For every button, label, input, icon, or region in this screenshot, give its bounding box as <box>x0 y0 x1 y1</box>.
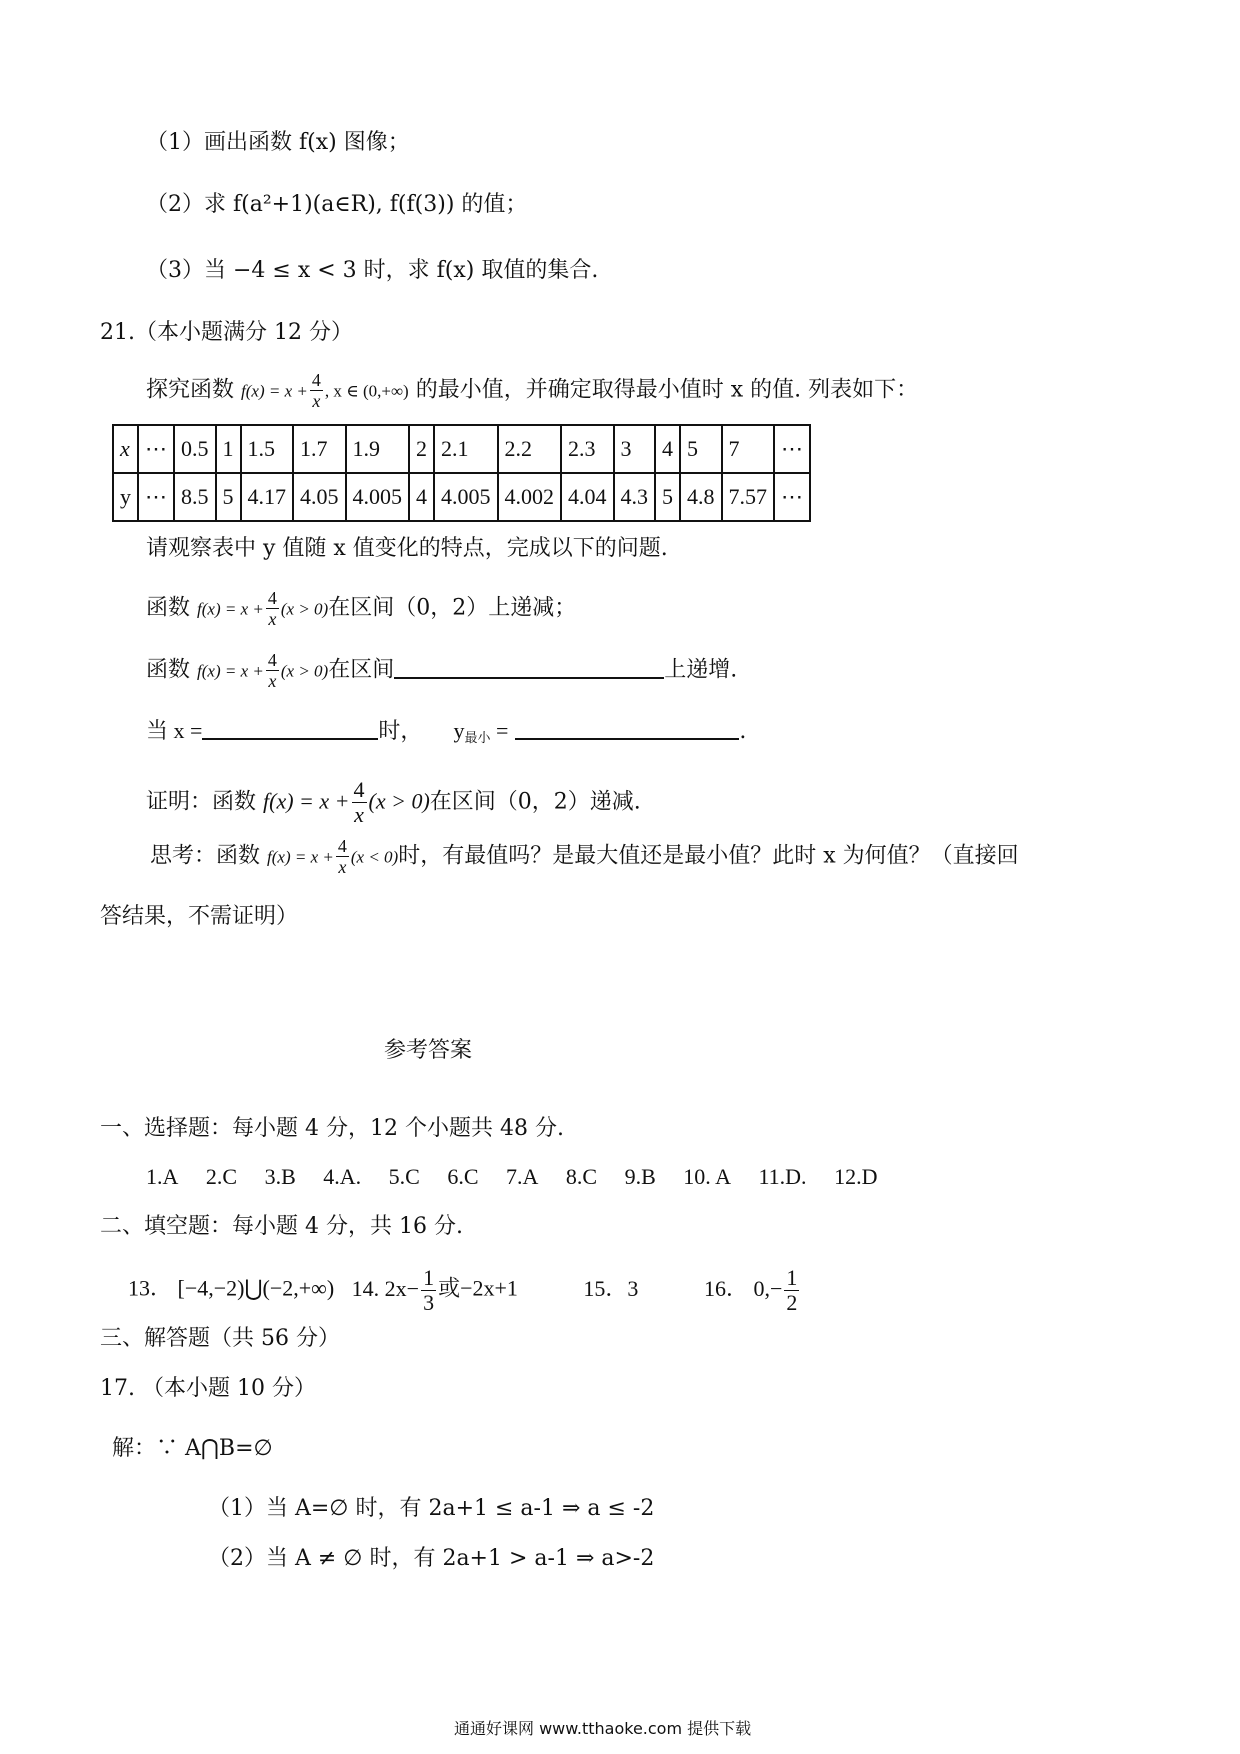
frac-num: 4 <box>337 836 347 856</box>
think-cont: 答结果，不需证明） <box>100 904 299 929</box>
q14-den: 3 <box>423 1290 435 1315</box>
q17-solution: 解：∵ A⋂B=∅ <box>112 1436 273 1461</box>
fill-answers <box>128 1266 801 1315</box>
table-cell: 0.5 <box>174 425 216 473</box>
inc-text-b: 上递增. <box>664 657 738 683</box>
frac-num: 4 <box>353 777 365 802</box>
ymin-y: y <box>453 718 465 743</box>
table-cell: y <box>113 473 138 521</box>
table-cell: 4 <box>409 473 434 521</box>
table-cell: 4.3 <box>614 473 656 521</box>
q14-a: 14. 2x− <box>351 1275 420 1301</box>
think-prefix: 思考：函数 <box>150 843 261 869</box>
table-cell: 5 <box>680 425 722 473</box>
dec-text: 在区间（0，2）上递减； <box>328 595 577 621</box>
table-cell: 1.9 <box>346 425 410 473</box>
table-cell: 2.2 <box>498 425 562 473</box>
table-cell: 4.005 <box>346 473 410 521</box>
frac-den: x <box>338 857 347 877</box>
table-cell: 2.3 <box>561 425 614 473</box>
frac-den: x <box>312 391 321 411</box>
func-cond: (x > 0) <box>368 788 430 814</box>
frac-num: 4 <box>267 650 277 670</box>
table-cell: 7.57 <box>722 473 775 521</box>
choice-answer: 7.A <box>506 1164 539 1189</box>
frac-den: x <box>268 671 277 691</box>
choice-answer: 4.A. <box>323 1164 362 1189</box>
q17-case2: （2）当 A ≠ ∅ 时，有 2a+1 > a-1 ⇒ a>-2 <box>208 1546 655 1571</box>
table-row-x <box>113 425 810 473</box>
ymin-eq: = <box>490 718 509 743</box>
y-min-blank[interactable] <box>515 716 739 740</box>
q21-intro <box>146 370 918 411</box>
func-cond: (x > 0) <box>280 599 329 619</box>
func-expr: f(x) = x + <box>197 599 264 619</box>
table-cell: 5 <box>216 473 241 521</box>
table-cell: 5 <box>655 473 680 521</box>
footer: 通通好课网 www.tthaoke.com 提供下载 <box>454 1719 752 1738</box>
when-b: 时， <box>378 719 423 744</box>
func-expr: f(x) = x + <box>267 847 334 867</box>
table-cell: ⋯ <box>774 473 810 521</box>
choice-answers <box>146 1162 899 1192</box>
choice-answer: 9.B <box>624 1164 656 1189</box>
intro-domain: , x ∈ (0,+∞) <box>324 381 409 401</box>
proof-prefix: 证明：函数 <box>146 789 257 815</box>
choice-answer: 5.C <box>388 1164 420 1189</box>
func-fraction <box>266 588 279 629</box>
table-cell: x <box>113 425 138 473</box>
table-cell: 4.17 <box>241 473 294 521</box>
table-row-y <box>113 473 810 521</box>
proof-line <box>146 778 641 827</box>
choice-answer: 8.C <box>565 1164 598 1189</box>
func-cond: (x < 0) <box>350 847 399 867</box>
frac-num: 4 <box>311 370 321 390</box>
table-cell: 2.1 <box>434 425 498 473</box>
q20-part3: （3）当 −4 ≤ x < 3 时，求 f(x) 取值的集合. <box>146 258 599 283</box>
q14-fraction <box>421 1266 436 1315</box>
q15-answer: 15．3 <box>583 1275 639 1301</box>
inc-line <box>146 650 737 691</box>
table-cell: 4.05 <box>293 473 346 521</box>
choice-answer: 6.C <box>447 1164 479 1189</box>
table-cell: 4.002 <box>498 473 562 521</box>
choice-answer: 1.A <box>146 1164 179 1189</box>
choice-answer: 11.D. <box>758 1164 807 1189</box>
x-value-blank[interactable] <box>202 716 378 740</box>
func-expr: f(x) = x + <box>197 661 264 681</box>
q14-b: 或−2x+1 <box>438 1275 518 1301</box>
table-cell: 8.5 <box>174 473 216 521</box>
q17-heading: 17. （本小题 10 分） <box>100 1376 316 1401</box>
q20-part2: （2）求 f(a²+1)(a∈R), f(f(3)) 的值； <box>146 192 528 217</box>
q13-answer: 13． [−4,−2)⋃(−2,+∞) <box>128 1275 335 1301</box>
frac-den: x <box>354 802 364 827</box>
inc-text-a: 在区间 <box>328 657 395 683</box>
q21-heading: 21.（本小题满分 12 分） <box>100 320 353 345</box>
table-cell: 2 <box>409 425 434 473</box>
q16-a: 16． 0,− <box>703 1275 783 1301</box>
intro-func: f(x) = x + <box>241 381 308 401</box>
intro-prefix: 探究函数 <box>146 377 235 403</box>
when-a: 当 x = <box>146 718 203 743</box>
observe-text: 请观察表中 y 值随 x 值变化的特点，完成以下的问题. <box>146 536 668 561</box>
q16-fraction <box>784 1266 799 1315</box>
table-cell: ⋯ <box>138 473 174 521</box>
func-cond: (x > 0) <box>280 661 329 681</box>
choice-answer: 3.B <box>264 1164 296 1189</box>
ymin-sub: 最小 <box>464 731 491 746</box>
q16-num: 1 <box>786 1265 798 1290</box>
table-cell: 4 <box>655 425 680 473</box>
q14-num: 1 <box>423 1265 435 1290</box>
q20-part1: （1）画出函数 f(x) 图像； <box>146 130 410 155</box>
frac-num: 4 <box>267 588 277 608</box>
intro-fraction <box>310 370 323 411</box>
table-cell: 3 <box>614 425 656 473</box>
think-suffix: 时，有最值吗？是最大值还是最小值？此时 x 为何值？（直接回 <box>398 843 1019 869</box>
func-prefix: 函数 <box>146 657 191 683</box>
table-cell: 7 <box>722 425 775 473</box>
table-cell: 1.7 <box>293 425 346 473</box>
choice-answer: 2.C <box>205 1164 238 1189</box>
sec2-heading: 二、填空题：每小题 4 分，共 16 分. <box>100 1214 463 1239</box>
intro-suffix: 的最小值，并确定取得最小值时 x 的值. 列表如下： <box>415 377 919 403</box>
when-end: . <box>739 719 747 744</box>
min-line <box>146 716 746 754</box>
func-fraction <box>336 836 349 877</box>
think-line <box>150 836 1019 877</box>
table-cell: 4.8 <box>680 473 722 521</box>
dec-line <box>146 588 576 629</box>
values-table <box>112 424 811 522</box>
table-cell: 1.5 <box>241 425 294 473</box>
q17-case1: （1）当 A=∅ 时，有 2a+1 ≤ a-1 ⇒ a ≤ -2 <box>208 1496 655 1521</box>
table-cell: ⋯ <box>138 425 174 473</box>
choice-answer: 10. A <box>683 1164 731 1189</box>
answers-title: 参考答案 <box>384 1038 473 1063</box>
table-cell: 4.005 <box>434 473 498 521</box>
q16-den: 2 <box>786 1290 798 1315</box>
func-fraction <box>266 650 279 691</box>
sec1-heading: 一、选择题：每小题 4 分，12 个小题共 48 分. <box>100 1116 564 1141</box>
inc-interval-blank[interactable] <box>394 655 664 679</box>
table-cell: ⋯ <box>774 425 810 473</box>
func-fraction <box>352 778 367 827</box>
proof-suffix: 在区间（0，2）递减. <box>429 789 641 815</box>
choice-answer: 12.D <box>834 1164 878 1189</box>
table-cell: 4.04 <box>561 473 614 521</box>
func-prefix: 函数 <box>146 595 191 621</box>
func-expr: f(x) = x + <box>263 788 350 814</box>
table-cell: 1 <box>216 425 241 473</box>
frac-den: x <box>268 609 277 629</box>
sec3-heading: 三、解答题（共 56 分） <box>100 1326 340 1351</box>
